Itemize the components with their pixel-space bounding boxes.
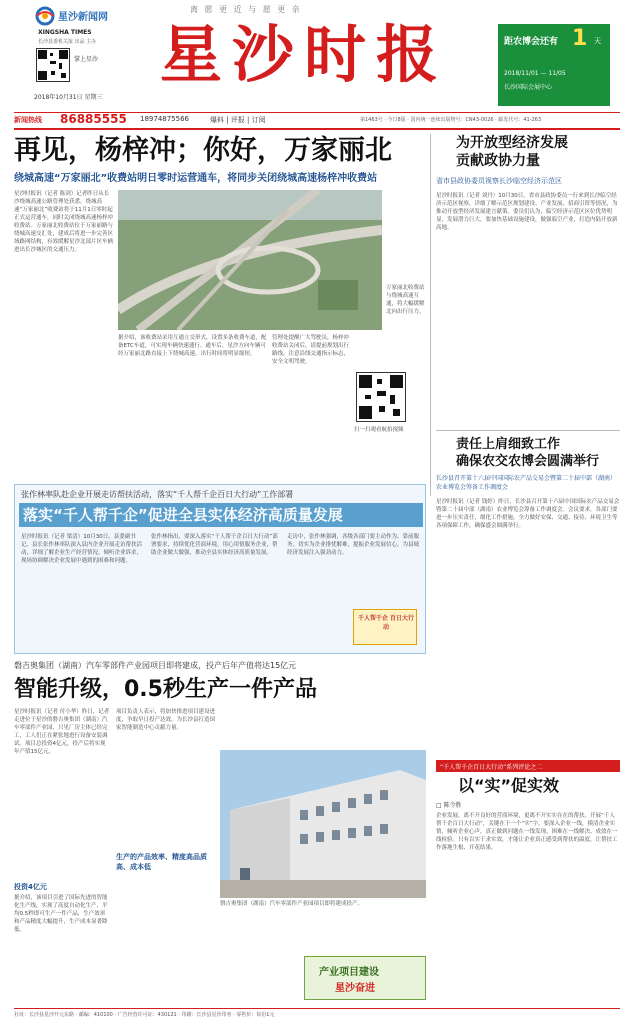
hotline-mobile: 18974875566 xyxy=(140,115,189,123)
side2-body: 星沙时报讯（记者 钱婷）昨日，长沙县召开第十六届中国国际农产品交易会暨第二十届中部（湖南）农业博览会筹备工作调度会。会议要求，各部门要进一步压实责任，细化工作措施，全力做好安保、交通、接待、环境卫生等各项保障工作，确保盛会圆满举行。 xyxy=(436,499,620,529)
lead-body-2: 据介绍，该收费站采用互通立交形式，设置多条收费车道，配备ETC车道，可实现车辆快速通行。通车后，星沙方向车辆可经万家丽北路直接上下绕城高速，出行时间将明显缩短。 xyxy=(118,335,267,357)
lead-headline: 再见，杨梓冲；你好，万家丽北 xyxy=(14,135,392,166)
story2-badge-1: 产业项目建设 xyxy=(319,967,379,978)
issue-date: 2018年10月31日 星期三 xyxy=(34,94,103,101)
lead-photo xyxy=(118,190,382,330)
paper-title: 星沙时报 xyxy=(160,18,449,91)
feature-body-2: 张作林指出，要深入落实“千人帮千企百日大行动”部署要求，持续优化营商环境，用心用情服务企业，帮助企业做大做强，推动全县实体经济高质量发展。 xyxy=(151,534,278,556)
side2-headline-1: 责任上肩细致工作 xyxy=(456,437,561,452)
expo-dates: 2018/11/01 — 11/05 xyxy=(504,70,566,77)
story2-headline: 智能升级，0.5秒生产一件产品 xyxy=(14,677,317,702)
feature-kicker: 张作林率队赴企业开展走访帮扶活动，落实“千人帮千企百日大行动”工作部署 xyxy=(21,490,294,499)
commentary-headline: 以“实”促实效 xyxy=(458,776,560,795)
countdown-unit: 天 xyxy=(594,37,601,45)
lead-photo-caption: 万家丽北收费站与绕城高速互通，将大幅缓解北向出行压力。 xyxy=(386,285,425,315)
story2-sub-b: 投资4亿元 xyxy=(14,883,47,891)
feature-badge-text: 千人帮千企 百日大行动 xyxy=(357,615,415,631)
story2-sub-a: 生产的产品效率、精度高品质高、成本低 xyxy=(116,853,207,871)
story2-kicker: 磐吉奥集团（湖南）汽车零部件产业园项目即将建成，投产后年产值将达15亿元 xyxy=(14,661,297,670)
newsnet-logo-icon xyxy=(34,6,56,26)
countdown-panel xyxy=(498,24,610,106)
story2-body-1: 星沙时报讯（记者 付小华）昨日，记者走进位于星沙的磐吉奥集团（湖南）汽车零部件产业园，只见厂房主体已经完工，工人们正在紧张地进行设备安装调试。项目总投资4亿元，投产后将实现年产值15亿元。 xyxy=(14,709,110,755)
issue-info: 第1463号 · 今日8版 · 国内统一连续出版物号：CN43-0026 · 邮发代号：41-263 xyxy=(360,117,542,123)
commentary-series: “千人帮千企百日大行动”系列评论之二 xyxy=(440,764,543,771)
org-line: 长沙县委机关报 出品 主办 xyxy=(38,39,97,45)
lead-qr-caption: 扫一扫观看航拍视频 xyxy=(354,427,404,433)
lead-qr-code[interactable] xyxy=(356,372,406,422)
masthead-qr-code[interactable] xyxy=(36,48,70,82)
lead-subhead: 绕城高速“万家丽北”收费站明日零时运营通车，将同步关闭绕城高速杨梓冲收费站 xyxy=(14,173,378,184)
commentary-byline: □ 陈令胜 xyxy=(436,802,462,809)
feature-headline-banner xyxy=(19,503,423,527)
masthead xyxy=(0,0,634,112)
side1-headline-2: 贡献政协力量 xyxy=(456,153,540,169)
logo-en: XINGSHA TIMES xyxy=(38,29,92,36)
lead-story xyxy=(14,134,426,474)
countdown-number: 1 xyxy=(572,26,588,51)
hotline-number: 86885555 xyxy=(60,112,127,126)
side2-subhead: 长沙县召开第十六届中国国际农产品交易会暨第二十届中部（湖南）农业博览会筹备工作调度会 xyxy=(436,475,617,491)
commentary-body: 企业发展，离不开良好的营商环境，更离不开实实在在的帮扶。开展“千人帮千企百日大行动”，关键在于一个“实”字。要深入企业一线，摸清企业实情，倾听企业心声，真正做到问题在一线发现、困难在一线解决、成效在一线检验。只有以实干求实效，才能让企业真正感受到帮扶的温度，让帮扶工作落地生根、开花结果。 xyxy=(436,813,618,851)
side1-subhead: 省市县政协委员视察长沙临空经济示范区 xyxy=(436,177,562,185)
side-story-2 xyxy=(436,436,620,756)
logo-name: 星沙新闻网 xyxy=(58,12,108,23)
hotline-bar xyxy=(14,114,620,126)
story2-badge xyxy=(304,956,426,1000)
story2-photo-caption: 磐吉奥集团（湖南）汽车零部件产业园项目即将建成投产。 xyxy=(220,901,364,907)
footer: 社址：长沙县星沙开元东路 · 邮编：410100 · 广告经营许可证：430121 · 印刷：长沙县星沙印务 · 零售价：每份1元 xyxy=(14,1012,275,1018)
feature-badge xyxy=(353,609,417,645)
side-story-1 xyxy=(436,134,620,426)
side1-headline-1: 为开放型经济发展 xyxy=(456,135,568,151)
lead-body-3: 管理处提醒广大驾驶员，杨梓冲收费站关闭后，请提前规划出行路线，注意沿线交通指示标志，安全文明驾驶。 xyxy=(272,335,350,365)
expo-venue: 长沙国际会展中心 xyxy=(504,84,553,91)
side1-body: 星沙时报讯（记者 刘丹）10月30日，省市县政协委员一行来到长沙临空经济示范区视察，详细了解示范区规划建设、产业发展、招商引资等情况，为推动开放型经济发展建言献策。委员们认为，临空经济示范区区位优势明显，发展潜力巨大，要加快基础设施建设，做强临空产业，打造内陆开放新高地。 xyxy=(436,193,618,231)
feature-body-1: 星沙时报讯（记者 梁清）10月30日，县委副书记、县长张作林率队深入县内企业开展走访帮扶活动，详细了解企业生产经营情况，倾听企业诉求，现场协调解决企业发展中遇到的困难和问题。 xyxy=(21,534,143,564)
story2-body-2: 据介绍，该项目引进了国际先进的智能化生产线，实现了高度自动化生产，平均0.5秒即可生产一件产品，生产效率和产品精度大幅提升，生产成本显著降低。 xyxy=(14,895,108,933)
hotline-label: 新闻热线 xyxy=(14,116,42,124)
feature-story xyxy=(14,484,426,654)
story2-badge-2: 星沙奋进 xyxy=(335,983,375,994)
countdown-text: 距农博会还有 xyxy=(504,37,559,47)
feature-body-3: 走访中，张作林强调，各级各部门要主动作为、靠前服务，切实为企业排忧解难，提振企业发展信心，为县域经济发展注入强劲动力。 xyxy=(287,534,420,556)
lead-body-1: 星沙时报讯（记者 陈剑）记者昨日从长沙绕城高速公路管理处获悉，绕城高速“万家丽北”收费站将于11月1日零时起正式运营通车，同时关闭绕城高速杨梓冲收费站。万家丽北收费站位于万家丽路与绕城高速交汇处，建成后将进一步完善区域路网结构，有效缓解星沙北部片区车辆进出长沙城区的交通压力。 xyxy=(14,191,114,253)
side2-headline-2: 确保农交农博会圆满举行 xyxy=(456,454,600,469)
story-2 xyxy=(14,660,426,1006)
feature-headline: 落实“千人帮千企”促进全县实体经济高质量发展 xyxy=(23,506,343,524)
top-slogan: 离 愿 更 近 与 愿 更 亲 xyxy=(190,5,302,14)
masthead-qr-caption: 掌上星沙 xyxy=(74,56,99,63)
story2-photo xyxy=(220,750,426,898)
commentary xyxy=(436,760,620,1006)
story2-body-3: 项目负责人表示，将加快推进项目建设进度，争取早日投产达效，为长沙县打造国家智能制造中心贡献力量。 xyxy=(116,709,216,731)
commentary-series-bar xyxy=(436,760,620,772)
hotline-links[interactable]: 爆料 | 评报 | 订阅 xyxy=(210,116,266,124)
